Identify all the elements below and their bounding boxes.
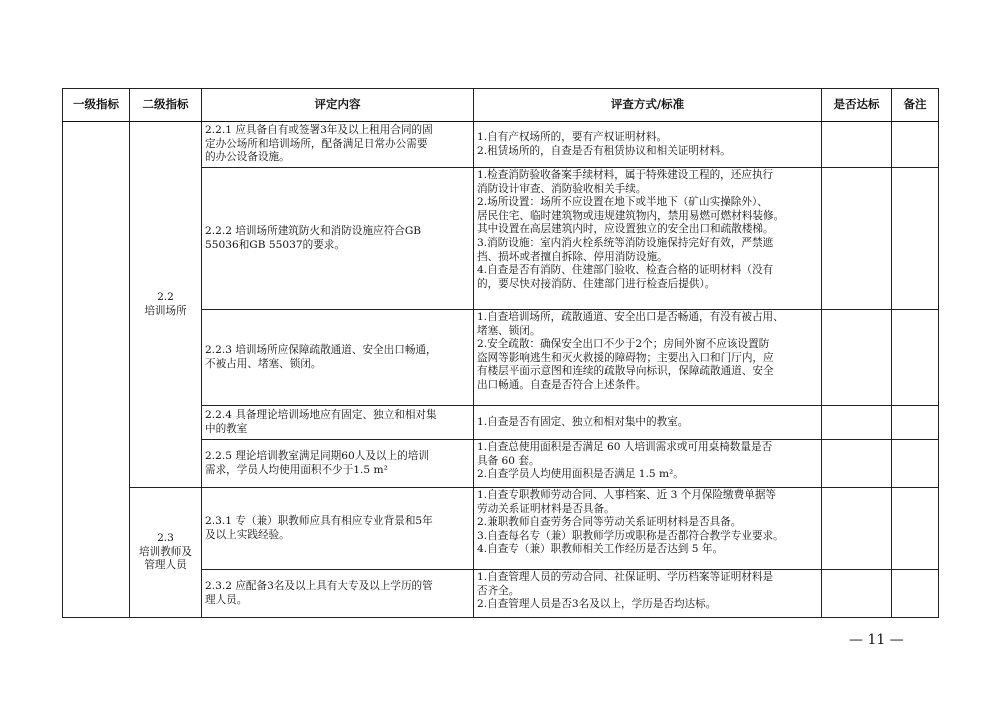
content-cell: 2.3.2 应配备3名及以上具有大专及以上学历的管 理人员。 (202, 570, 474, 618)
standard-cell: 1.自查是否有固定、独立和相对集中的教室。 (474, 406, 822, 440)
standard-cell: 1.自有产权场所的，要有产权证明材料。 2.租赁场所的，自查是否有租赁协议和相关证明材料。 (474, 122, 822, 168)
level2-cell (130, 122, 202, 488)
header-content: 评定内容 (202, 89, 474, 122)
level2-label: 培训教师及 (139, 545, 192, 558)
level2-number: 2.2 (157, 290, 174, 303)
content-cell: 2.2.2 培训场所建筑防火和消防设施应符合GB 55036和GB 55037的要求。 (202, 168, 474, 310)
content-cell: 2.2.5 理论培训教室满足同期60人及以上的培训 需求，学员人均使用面积不少于1.5 m² (202, 440, 474, 488)
level2-number: 2.3 (157, 532, 174, 545)
remarks-cell[interactable] (892, 168, 939, 310)
level2-cell (130, 488, 202, 618)
standard-cell: 1.自查总使用面积是否满足 60 人培训需求或可用桌椅数量是否 具备 60 套。 2.自查学员人均使用面积是否满足 1.5 m²。 (474, 440, 822, 488)
passed-cell[interactable] (822, 570, 892, 618)
level1-cell (63, 122, 130, 618)
remarks-cell[interactable] (892, 488, 939, 570)
header-level2: 二级指标 (130, 89, 202, 122)
passed-cell[interactable] (822, 310, 892, 406)
passed-cell[interactable] (822, 122, 892, 168)
remarks-cell[interactable] (892, 570, 939, 618)
header-method: 评查方式/标准 (474, 89, 822, 122)
table-row (63, 122, 939, 168)
remarks-cell[interactable] (892, 440, 939, 488)
content-cell: 2.2.4 具备理论培训场地应有固定、独立和相对集 中的教室 (202, 406, 474, 440)
passed-cell[interactable] (822, 406, 892, 440)
passed-cell[interactable] (822, 488, 892, 570)
header-remarks: 备注 (892, 89, 939, 122)
table-header-row (63, 89, 939, 122)
standard-cell: 1.自查培训场所，疏散通道、安全出口是否畅通，有没有被占用、 堵塞、锁闭。 2.安全疏散：确保安全出口不少于2个；房间外窗不应该设置防 盗网等影响逃生和灭火救援的障碍物；主要出入口和门厅内，应 有楼层平面示意图和连续的疏散导向标识，保障疏散通道、安全 出口畅通。自查是否符合上述条件。 (474, 310, 822, 406)
content-cell: 2.2.3 培训场所应保障疏散通道、安全出口畅通， 不被占用、堵塞、锁闭。 (202, 310, 474, 406)
standard-cell: 1.检查消防验收备案手续材料，属于特殊建设工程的，还应执行 消防设计审查、消防验收相关手续。 2.场所设置：场所不应设置在地下或半地下（矿山实操除外）、 居民住宅、临时建筑物或违规建筑物内，禁用易燃可燃材料装修。 其中设置在高层建筑内时，应设置独立的安全出口和疏散楼梯。 3.消防设施：室内消火栓系统等消防设施保持完好有效，严禁遮 挡、损坏或者擅自拆除、停用消防设施。 4.自查是否有消防、住建部门验收、检查合格的证明材料（没有 的，要尽快对接消防、住建部门进行检查后提供）。 (474, 168, 822, 310)
standard-cell: 1.自查管理人员的劳动合同、社保证明、学历档案等证明材料是 否齐全。 2.自查管理人员是否3名及以上，学历是否均达标。 (474, 570, 822, 618)
table-row (63, 488, 939, 570)
evaluation-table (62, 88, 939, 618)
standard-cell: 1.自查专职教师劳动合同、人事档案、近 3 个月保险缴费单据等 劳动关系证明材料是否具备。 2.兼职教师自查劳务合同等劳动关系证明材料是否具备。 3.自查每名专（兼）职教师学历或职称是否都符合教学专业要求。 4.自查专（兼）职教师相关工作经历是否达到 5 年。 (474, 488, 822, 570)
remarks-cell[interactable] (892, 122, 939, 168)
remarks-cell[interactable] (892, 406, 939, 440)
remarks-cell[interactable] (892, 310, 939, 406)
page-number: — 11 — (849, 632, 904, 648)
content-cell: 2.3.1 专（兼）职教师应具有相应专业背景和5年 及以上实践经验。 (202, 488, 474, 570)
level2-label: 培训场所 (144, 304, 187, 317)
header-level1: 一级指标 (63, 89, 130, 122)
level2-label: 管理人员 (144, 559, 187, 572)
passed-cell[interactable] (822, 168, 892, 310)
header-passed: 是否达标 (822, 89, 892, 122)
passed-cell[interactable] (822, 440, 892, 488)
content-cell: 2.2.1 应具备自有或签署3年及以上租用合同的固 定办公场所和培训场所，配备满足日常办公需要 的办公设备设施。 (202, 122, 474, 168)
